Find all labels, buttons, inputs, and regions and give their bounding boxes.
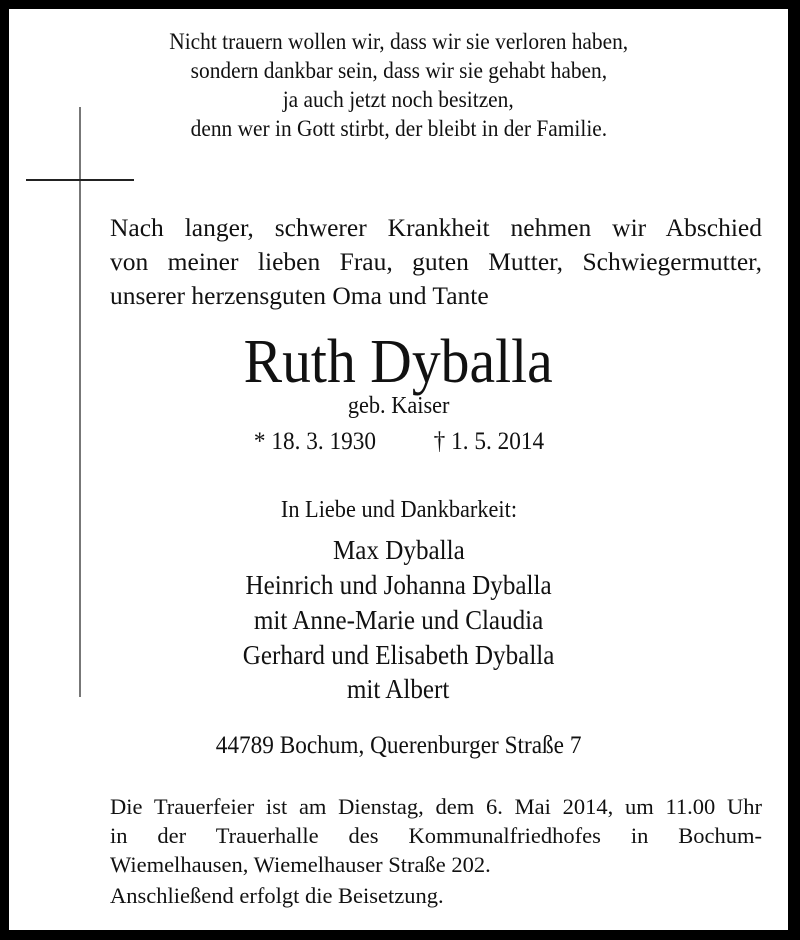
mourner-name: Heinrich und Johanna Dyballa <box>245 570 552 600</box>
poem-line: denn wer in Gott stirbt, der bleibt in der Familie. <box>190 116 607 141</box>
maiden-name: geb. Kaiser <box>347 393 450 419</box>
deceased-name: Ruth Dyballa <box>243 328 554 396</box>
service-line: Die Trauerfeier ist am Dienstag, dem 6. Mai 2014, um 11.00 Uhr <box>110 794 762 819</box>
service-line: in der Trauerhalle des Kommunalfriedhofes in Bochum- <box>110 823 762 848</box>
intro-line: Nach langer, schwerer Krankheit nehmen wir Abschied <box>110 213 762 242</box>
cross-icon-horizontal <box>26 179 134 181</box>
obituary-notice <box>9 9 788 930</box>
service-line: Wiemelhausen, Wiemelhauser Straße 202. <box>110 852 491 877</box>
intro-line: unserer herzensguten Oma und Tante <box>110 281 489 310</box>
intro-line: von meiner lieben Frau, guten Mutter, Schwiegermutter, <box>110 247 762 276</box>
address: 44789 Bochum, Querenburger Straße 7 <box>215 732 582 759</box>
poem-line: ja auch jetzt noch besitzen, <box>282 87 515 112</box>
mourners-heading: In Liebe und Dankbarkeit: <box>280 497 517 523</box>
poem-line: Nicht trauern wollen wir, dass wir sie verloren haben, <box>169 29 628 54</box>
mourner-name: mit Albert <box>347 674 450 704</box>
closing-line: Anschließend erfolgt die Beisetzung. <box>110 883 444 908</box>
death-date: † 1. 5. 2014 <box>433 428 544 455</box>
life-dates <box>9 428 788 456</box>
service-paragraph <box>110 792 762 879</box>
mourner-name: Gerhard und Elisabeth Dyballa <box>242 640 555 670</box>
poem-line: sondern dankbar sein, dass wir sie gehabt haben, <box>190 58 607 83</box>
intro-paragraph <box>110 211 762 313</box>
birth-date: * 18. 3. 1930 <box>253 428 376 455</box>
mourner-name: Max Dyballa <box>332 535 465 565</box>
mourner-name: mit Anne-Marie und Claudia <box>253 605 544 635</box>
